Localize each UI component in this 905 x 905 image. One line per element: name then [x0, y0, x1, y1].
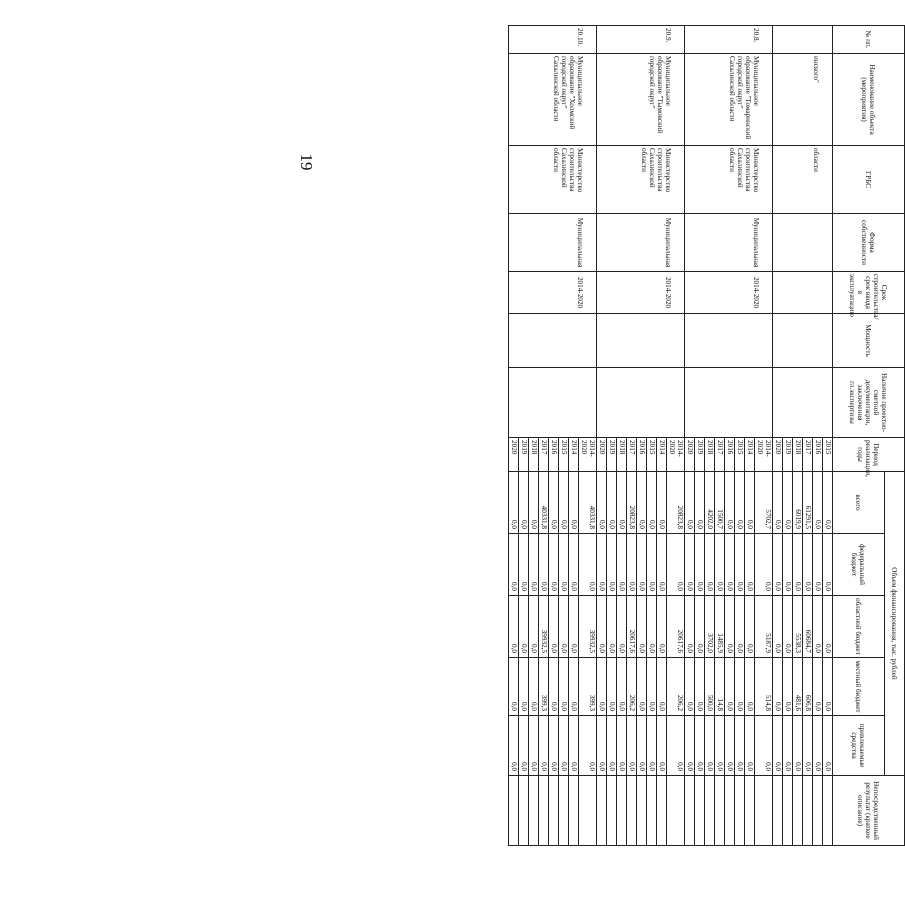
amount-cell: 0,0 — [725, 596, 735, 658]
amount-cell: 0,0 — [773, 472, 783, 534]
amount-cell: 39932,5 — [539, 596, 549, 658]
amount-cell: 0,0 — [509, 596, 519, 658]
header-regional: областной бюджет — [833, 596, 885, 658]
amount-cell: 0,0 — [823, 658, 833, 716]
block-capacity — [685, 314, 773, 368]
amount-cell: 0,0 — [715, 534, 725, 596]
amount-cell: 0,0 — [735, 658, 745, 716]
table-row — [579, 26, 597, 846]
amount-cell: 0,0 — [519, 658, 529, 716]
amount-cell: 399,3 — [539, 658, 549, 716]
amount-cell: 0,0 — [803, 716, 813, 776]
amount-cell: 20823,8 — [627, 472, 637, 534]
period-cell: 2017 — [715, 438, 725, 472]
amount-cell: 0,0 — [647, 534, 657, 596]
amount-cell: 0,0 — [783, 534, 793, 596]
amount-cell: 5702,7 — [755, 472, 773, 534]
amount-cell: 0,0 — [597, 472, 607, 534]
amount-cell: 0,0 — [823, 596, 833, 658]
block-name: Муниципальное образование "Тымовский городской округ" — [597, 54, 685, 146]
block-num: 20.9. — [597, 26, 685, 54]
header-term: Срок строительства/срок ввода в эксплуатацию — [833, 272, 905, 314]
result-cell — [803, 776, 813, 846]
result-cell — [725, 776, 735, 846]
amount-cell: 0,0 — [745, 472, 755, 534]
amount-cell: 0,0 — [783, 472, 793, 534]
amount-cell: 0,0 — [529, 472, 539, 534]
amount-cell: 0,0 — [539, 716, 549, 776]
amount-cell: 0,0 — [597, 596, 607, 658]
header-capacity: Мощность — [833, 314, 905, 368]
amount-cell: 0,0 — [539, 534, 549, 596]
table-row — [755, 26, 773, 846]
amount-cell: 0,0 — [705, 534, 715, 596]
amount-cell: 0,0 — [823, 534, 833, 596]
block-term: 2014-2020 — [597, 272, 685, 314]
amount-cell: 0,0 — [783, 658, 793, 716]
amount-cell: 0,0 — [823, 472, 833, 534]
amount-cell: 0,0 — [725, 534, 735, 596]
amount-cell: 0,0 — [559, 658, 569, 716]
amount-cell: 0,0 — [607, 716, 617, 776]
header-local: местный бюджет — [833, 658, 885, 716]
amount-cell: 514,8 — [755, 658, 773, 716]
amount-cell: 0,0 — [773, 534, 783, 596]
amount-cell: 0,0 — [725, 716, 735, 776]
amount-cell: 39932,5 — [579, 596, 597, 658]
amount-cell: 14,8 — [715, 658, 725, 716]
amount-cell: 0,0 — [745, 596, 755, 658]
amount-cell: 0,0 — [569, 534, 579, 596]
amount-cell: 0,0 — [667, 716, 685, 776]
period-cell: 2018 — [529, 438, 539, 472]
amount-cell: 0,0 — [637, 658, 647, 716]
amount-cell: 0,0 — [793, 534, 803, 596]
amount-cell: 0,0 — [509, 658, 519, 716]
amount-cell: 0,0 — [647, 658, 657, 716]
amount-cell: 0,0 — [705, 716, 715, 776]
amount-cell: 0,0 — [647, 716, 657, 776]
amount-cell: 0,0 — [745, 534, 755, 596]
block-form: Муниципальная — [597, 214, 685, 272]
block-name: Муниципальное образование "Томаринский городской округ" Сахалинской области — [685, 54, 773, 146]
table-header — [833, 26, 905, 846]
amount-cell: 0,0 — [715, 716, 725, 776]
amount-cell: 0,0 — [685, 658, 695, 716]
block-grbs: Министерство строительства Сахалинской области — [509, 146, 597, 214]
table-body — [509, 26, 833, 846]
period-cell: 2019 — [695, 438, 705, 472]
amount-cell: 0,0 — [745, 658, 755, 716]
amount-cell: 0,0 — [559, 716, 569, 776]
amount-cell: 0,0 — [725, 658, 735, 716]
block-form: Муниципальная — [685, 214, 773, 272]
amount-cell: 0,0 — [793, 716, 803, 776]
period-cell: 2014-2020 — [579, 438, 597, 472]
amount-cell: 20617,6 — [627, 596, 637, 658]
amount-cell: 0,0 — [597, 716, 607, 776]
period-cell: 2015 — [735, 438, 745, 472]
amount-cell: 0,0 — [597, 534, 607, 596]
table-row — [823, 26, 833, 846]
amount-cell: 0,0 — [617, 534, 627, 596]
amount-cell: 0,0 — [657, 658, 667, 716]
amount-cell: 0,0 — [529, 658, 539, 716]
result-cell — [509, 776, 519, 846]
period-cell: 2017 — [627, 438, 637, 472]
period-cell: 2016 — [725, 438, 735, 472]
amount-cell: 0,0 — [519, 534, 529, 596]
amount-cell: 5187,9 — [755, 596, 773, 658]
amount-cell: 0,0 — [607, 658, 617, 716]
amount-cell: 40331,8 — [539, 472, 549, 534]
amount-cell: 0,0 — [509, 472, 519, 534]
amount-cell: 0,0 — [783, 596, 793, 658]
amount-cell: 0,0 — [695, 534, 705, 596]
amount-cell: 0,0 — [549, 472, 559, 534]
amount-cell: 0,0 — [813, 472, 823, 534]
amount-cell: 0,0 — [695, 472, 705, 534]
amount-cell: 0,0 — [519, 596, 529, 658]
amount-cell: 0,0 — [773, 716, 783, 776]
period-cell: 2014 — [569, 438, 579, 472]
amount-cell: 0,0 — [685, 596, 695, 658]
result-cell — [755, 776, 773, 846]
result-cell — [647, 776, 657, 846]
amount-cell: 0,0 — [657, 534, 667, 596]
result-cell — [559, 776, 569, 846]
result-cell — [569, 776, 579, 846]
amount-cell: 61291,5 — [803, 472, 813, 534]
result-cell — [627, 776, 637, 846]
amount-cell: 0,0 — [657, 472, 667, 534]
result-cell — [607, 776, 617, 846]
period-cell: 2018 — [705, 438, 715, 472]
result-cell — [783, 776, 793, 846]
amount-cell: 0,0 — [657, 596, 667, 658]
result-cell — [657, 776, 667, 846]
amount-cell: 0,0 — [667, 534, 685, 596]
header-total: всего — [833, 472, 885, 534]
period-cell: 2020 — [685, 438, 695, 472]
amount-cell: 0,0 — [823, 716, 833, 776]
result-cell — [823, 776, 833, 846]
header-funding: Объем финансирования, тыс. рублей — [885, 472, 905, 776]
result-cell — [579, 776, 597, 846]
amount-cell: 0,0 — [607, 596, 617, 658]
result-cell — [773, 776, 783, 846]
amount-cell: 500,0 — [705, 658, 715, 716]
period-cell: 2016 — [813, 438, 823, 472]
period-cell: 2016 — [549, 438, 559, 472]
block-num: 20.10. — [509, 26, 597, 54]
amount-cell: 0,0 — [803, 534, 813, 596]
header-docs: Наличие проектно-сметной документации, заключения гл.экспертизы — [833, 368, 905, 438]
amount-cell: 0,0 — [695, 716, 705, 776]
amount-cell: 0,0 — [637, 716, 647, 776]
page-number: 19 — [297, 153, 316, 171]
header-grbs: ГРБС — [833, 146, 905, 214]
block-capacity — [597, 314, 685, 368]
amount-cell: 0,0 — [627, 534, 637, 596]
header-num: № пп. — [833, 26, 905, 54]
amount-cell: 606,8 — [803, 658, 813, 716]
amount-cell: 0,0 — [735, 596, 745, 658]
amount-cell: 0,0 — [647, 596, 657, 658]
header-period: Период реализации, годы — [833, 438, 905, 472]
amount-cell: 0,0 — [569, 658, 579, 716]
amount-cell: 0,0 — [637, 534, 647, 596]
period-cell: 2015 — [647, 438, 657, 472]
block-num — [773, 26, 833, 54]
amount-cell: 0,0 — [685, 716, 695, 776]
amount-cell: 0,0 — [569, 716, 579, 776]
block-docs — [509, 368, 597, 438]
amount-cell: 0,0 — [813, 658, 823, 716]
amount-cell: 0,0 — [695, 596, 705, 658]
amount-cell: 0,0 — [579, 534, 597, 596]
amount-cell: 0,0 — [745, 716, 755, 776]
block-form — [773, 214, 833, 272]
result-cell — [539, 776, 549, 846]
period-cell: 2017 — [803, 438, 813, 472]
result-cell — [667, 776, 685, 846]
amount-cell: 0,0 — [735, 534, 745, 596]
amount-cell: 0,0 — [529, 596, 539, 658]
amount-cell: 206,2 — [627, 658, 637, 716]
block-docs — [597, 368, 685, 438]
block-capacity — [509, 314, 597, 368]
amount-cell: 0,0 — [725, 472, 735, 534]
period-cell: 2014-2020 — [755, 438, 773, 472]
amount-cell: 40331,8 — [579, 472, 597, 534]
amount-cell: 0,0 — [607, 472, 617, 534]
amount-cell: 0,0 — [773, 658, 783, 716]
amount-cell: 60684,7 — [803, 596, 813, 658]
amount-cell: 1500,7 — [715, 472, 725, 534]
header-form: Форма собственности — [833, 214, 905, 272]
period-cell: 2020 — [509, 438, 519, 472]
result-cell — [793, 776, 803, 846]
amount-cell: 4202,0 — [705, 472, 715, 534]
result-cell — [617, 776, 627, 846]
amount-cell: 1485,9 — [715, 596, 725, 658]
amount-cell: 0,0 — [617, 472, 627, 534]
amount-cell: 0,0 — [755, 716, 773, 776]
amount-cell: 0,0 — [637, 596, 647, 658]
table-row — [667, 26, 685, 846]
block-grbs: Министерство строительства Сахалинской области — [597, 146, 685, 214]
period-cell: 2015 — [823, 438, 833, 472]
amount-cell: 3702,0 — [705, 596, 715, 658]
period-cell: 2014 — [657, 438, 667, 472]
result-cell — [813, 776, 823, 846]
amount-cell: 0,0 — [549, 534, 559, 596]
amount-cell: 0,0 — [685, 534, 695, 596]
amount-cell: 6019,9 — [793, 472, 803, 534]
block-term — [773, 272, 833, 314]
block-grbs: Министерство строительства Сахалинской области — [685, 146, 773, 214]
amount-cell: 0,0 — [569, 596, 579, 658]
amount-cell: 0,0 — [569, 472, 579, 534]
period-cell: 2014-2020 — [667, 438, 685, 472]
result-cell — [685, 776, 695, 846]
amount-cell: 0,0 — [597, 658, 607, 716]
amount-cell: 0,0 — [549, 658, 559, 716]
block-form: Муниципальная — [509, 214, 597, 272]
period-cell: 2020 — [597, 438, 607, 472]
amount-cell: 20617,6 — [667, 596, 685, 658]
amount-cell: 0,0 — [559, 472, 569, 534]
result-cell — [735, 776, 745, 846]
amount-cell: 399,3 — [579, 658, 597, 716]
period-cell: 2017 — [539, 438, 549, 472]
block-num: 20.8. — [685, 26, 773, 54]
amount-cell: 481,6 — [793, 658, 803, 716]
block-name: Муниципальное образование "Холмский городской округ" Сахалинской области — [509, 54, 597, 146]
header-name: Наименование объекта (мероприятия) — [833, 54, 905, 146]
amount-cell: 0,0 — [735, 716, 745, 776]
period-cell: 2014 — [745, 438, 755, 472]
result-cell — [745, 776, 755, 846]
amount-cell: 0,0 — [813, 534, 823, 596]
period-cell: 2018 — [793, 438, 803, 472]
amount-cell: 5538,3 — [793, 596, 803, 658]
header-federal: федеральный бюджет — [833, 534, 885, 596]
amount-cell: 0,0 — [509, 716, 519, 776]
amount-cell: 0,0 — [519, 716, 529, 776]
amount-cell: 0,0 — [755, 534, 773, 596]
block-term: 2014-2020 — [685, 272, 773, 314]
result-cell — [519, 776, 529, 846]
amount-cell: 0,0 — [519, 472, 529, 534]
result-cell — [549, 776, 559, 846]
amount-cell: 0,0 — [813, 596, 823, 658]
period-cell: 2020 — [773, 438, 783, 472]
result-cell — [705, 776, 715, 846]
period-cell: 2019 — [519, 438, 529, 472]
period-cell: 2015 — [559, 438, 569, 472]
amount-cell: 0,0 — [617, 596, 627, 658]
amount-cell: 0,0 — [617, 658, 627, 716]
result-cell — [715, 776, 725, 846]
rotated-page — [375, 25, 905, 845]
amount-cell: 0,0 — [627, 716, 637, 776]
block-grbs: области — [773, 146, 833, 214]
amount-cell: 0,0 — [783, 716, 793, 776]
period-cell: 2016 — [637, 438, 647, 472]
amount-cell: 0,0 — [735, 472, 745, 534]
amount-cell: 0,0 — [549, 716, 559, 776]
amount-cell: 0,0 — [529, 534, 539, 596]
amount-cell: 0,0 — [509, 534, 519, 596]
amount-cell: 0,0 — [579, 716, 597, 776]
amount-cell: 0,0 — [529, 716, 539, 776]
amount-cell: 0,0 — [549, 596, 559, 658]
block-docs — [685, 368, 773, 438]
amount-cell: 0,0 — [685, 472, 695, 534]
amount-cell: 0,0 — [637, 472, 647, 534]
amount-cell: 0,0 — [559, 534, 569, 596]
header-extra: привлекаемые средства — [833, 716, 885, 776]
block-term: 2014-2020 — [509, 272, 597, 314]
amount-cell: 0,0 — [607, 534, 617, 596]
block-name: инского" — [773, 54, 833, 146]
amount-cell: 0,0 — [695, 658, 705, 716]
amount-cell: 0,0 — [647, 472, 657, 534]
header-result: Непосредственный результат (краткое описание) — [833, 776, 905, 846]
amount-cell: 20823,8 — [667, 472, 685, 534]
amount-cell: 0,0 — [617, 716, 627, 776]
result-cell — [695, 776, 705, 846]
result-cell — [529, 776, 539, 846]
amount-cell: 0,0 — [773, 596, 783, 658]
amount-cell: 0,0 — [657, 716, 667, 776]
financing-table — [508, 25, 905, 846]
period-cell: 2018 — [617, 438, 627, 472]
block-capacity — [773, 314, 833, 368]
amount-cell: 0,0 — [559, 596, 569, 658]
result-cell — [597, 776, 607, 846]
block-docs — [773, 368, 833, 438]
period-cell: 2019 — [607, 438, 617, 472]
result-cell — [637, 776, 647, 846]
amount-cell: 206,2 — [667, 658, 685, 716]
period-cell: 2019 — [783, 438, 793, 472]
amount-cell: 0,0 — [813, 716, 823, 776]
